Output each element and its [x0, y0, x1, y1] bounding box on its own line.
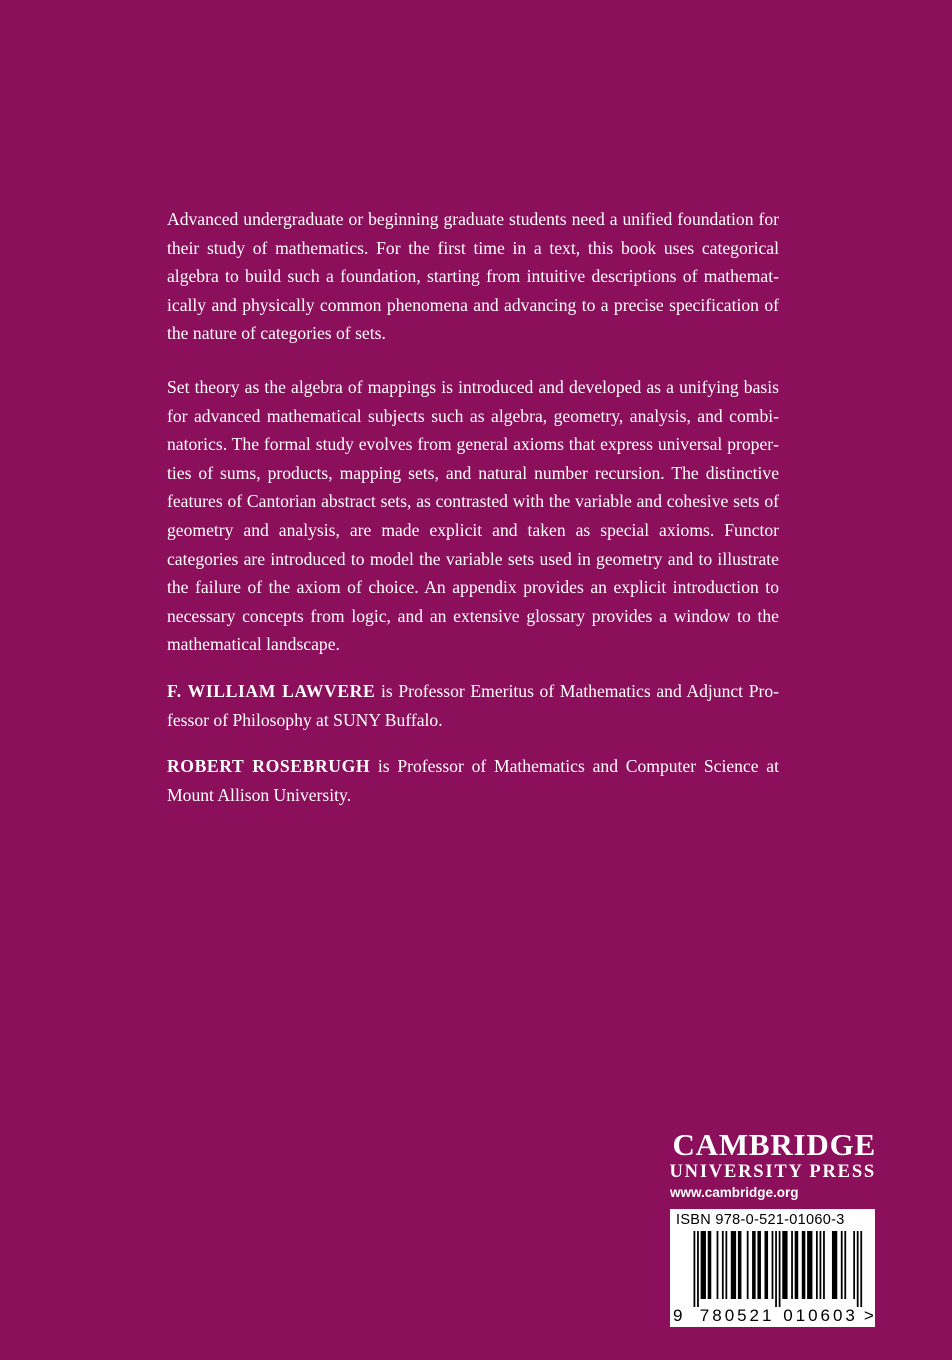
barcode-digits: [673, 1306, 873, 1326]
barcode-bar: [772, 1231, 774, 1299]
barcode-digit: 0: [724, 1306, 735, 1325]
barcode-guard-bar: [860, 1231, 862, 1307]
barcode-bar: [717, 1231, 719, 1299]
barcode-bar: [765, 1231, 769, 1299]
barcode-bar: [820, 1231, 822, 1299]
publisher-subname: UNIVERSITY PRESS: [669, 1162, 876, 1182]
author-name-lawvere: F. WILLIAM LAWVERE: [167, 680, 376, 701]
barcode-bar: [701, 1231, 706, 1299]
author-name-rosebrugh: ROBERT ROSEBRUGH: [167, 756, 371, 777]
barcode-bar: [731, 1231, 736, 1299]
barcode-bar: [738, 1231, 742, 1299]
author-bio-rosebrugh: [167, 752, 779, 809]
barcode-bar: [725, 1231, 727, 1299]
barcode-bar: [807, 1231, 812, 1299]
barcode-digit: 8: [712, 1306, 722, 1325]
barcode-digit: 2: [749, 1306, 759, 1325]
publisher-website: www.cambridge.org: [670, 1185, 799, 1200]
barcode-digit: 1: [795, 1306, 806, 1325]
barcode-bars: [674, 1231, 871, 1307]
author-bio-lawvere: [167, 677, 779, 734]
barcode-end-mark: >: [863, 1306, 874, 1325]
barcode-guard-bar: [857, 1231, 859, 1307]
isbn-label: ISBN 978-0-521-01060-3: [676, 1212, 845, 1228]
back-cover-blurb: [167, 205, 779, 827]
barcode-digit: 3: [845, 1306, 855, 1325]
barcode-bar: [802, 1231, 806, 1299]
barcode-digit: 0: [808, 1306, 818, 1325]
barcode-digit: 7: [699, 1306, 710, 1325]
barcode-digit: 0: [783, 1306, 793, 1325]
author-bio-text-rosebrugh: is Professor of Mathematics and Computer Science at Mount Allison University.: [167, 756, 779, 805]
barcode-guard-bar: [775, 1231, 777, 1307]
barcode-bar: [844, 1231, 846, 1299]
barcode-bar: [791, 1231, 793, 1299]
barcode-digit: 9: [673, 1306, 683, 1325]
author-bio-text-lawvere: is Professor Emeritus of Mathematics and Adjunct Professor of Philosophy at SUNY Buffalo.: [167, 680, 780, 730]
barcode-digit: 6: [820, 1306, 830, 1325]
isbn-barcode: [670, 1209, 875, 1327]
barcode-guard-bar: [779, 1231, 781, 1307]
blurb-paragraph-2: Set theory as the algebra of mappings is introduced and developed as a unifying basis for advanced mathematical subjects such as algebra, geometry, analysis, and combinatorics. The formal study evolves from general axioms that express universal properties of sums, products, mapping sets, and natural number recursion. The distinctive features of Cantorian abstract sets, as contrasted with the variable and cohesive sets of geometry and analysis, are made explicit and taken as special axioms. Functor categories are introduced to model the variable sets used in geometry and to illustrate the failure of the axiom of choice. An appendix provides an explicit introduction to necessary concepts from logic, and an extensive glossary provides a window to the mathematical landscape.: [167, 376, 779, 655]
barcode-bar: [841, 1231, 843, 1299]
barcode-bar: [757, 1231, 761, 1299]
publisher-logo: [664, 1128, 876, 1202]
barcode-guard-bar: [694, 1231, 696, 1307]
barcode-bar: [722, 1231, 724, 1299]
barcode-bar: [823, 1231, 825, 1299]
barcode-bar: [752, 1231, 756, 1299]
barcode-bar: [832, 1231, 837, 1299]
barcode-guard-bar: [697, 1231, 699, 1307]
barcode-digit: 0: [833, 1306, 843, 1325]
barcode-bar: [708, 1231, 712, 1299]
barcode-digit: 1: [762, 1306, 772, 1325]
blurb-paragraph-1: Advanced undergraduate or beginning graduate students need a unified foundation for their study of mathematics. For the first time in a text, this book uses categorical algebra to build such a foundation, starting from intuitive descriptions of mathematically and physically common phenomena and advancing to a precise specification of the nature of categories of sets.: [167, 209, 779, 344]
barcode-bar: [795, 1231, 799, 1299]
publisher-name: CAMBRIDGE: [672, 1127, 876, 1162]
barcode-digit: 5: [737, 1306, 747, 1325]
barcode-bar: [782, 1231, 787, 1299]
barcode-bar: [853, 1231, 855, 1299]
barcode-bar: [747, 1231, 749, 1299]
barcode-bar: [816, 1231, 818, 1299]
